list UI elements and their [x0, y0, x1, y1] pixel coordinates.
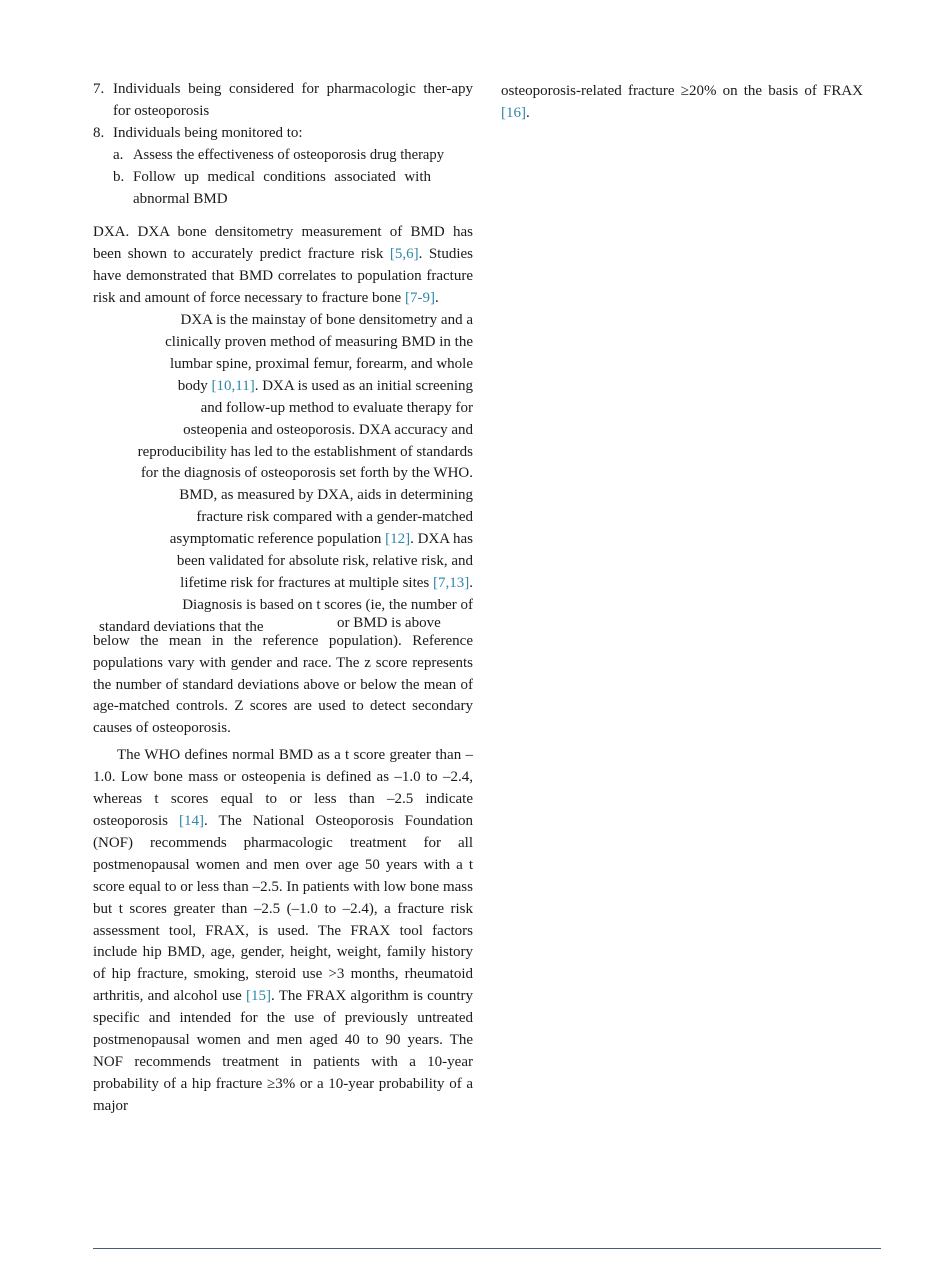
text-run: The WHO defines normal BMD as a t score greater than –1.0. Low bone mass or osteopenia is defined as –1.0 to –2.4, whereas t scores equal to or less than –2.5 indicate osteoporosis [93, 747, 473, 829]
text-line: for the diagnosis of osteoporosis set forth by the WHO. [140, 465, 473, 482]
text-line: BMD, as measured by DXA, aids in determining [179, 487, 473, 504]
text-line: lumbar spine, proximal femur, forearm, and whole [169, 355, 473, 372]
list-text: Assess the effectiveness of osteoporosis drug therapy [133, 146, 444, 163]
text-run: . The FRAX algorithm is country specific and intended for the use of previously untreated postmenopausal women and men aged 40 to 90 years. The NOF recommends treatment in patients with a 10-year probability of a hip fracture ≥3% or a 10-year probability of a major [93, 988, 473, 1114]
text-run: asymptomatic reference population [169, 531, 386, 548]
text-line: reproducibility has led to the establishment of standards [137, 443, 473, 460]
list-number: 7. [93, 81, 105, 97]
text-run: lifetime risk for fractures at multiple sites [180, 574, 433, 591]
dxa-paragraph [93, 222, 473, 310]
list-item-8 [93, 123, 473, 145]
tscore-paragraph: below the mean in the reference population). Reference populations vary with gender and race. The z score represents the number of standard deviations above or below the mean of age-matched controls. Z scores are used to detect secondary causes of osteoporosis. [93, 632, 473, 737]
citation-link[interactable]: [16] [501, 104, 526, 121]
right-column [501, 81, 863, 125]
text-run: . [526, 104, 530, 121]
list-text: Individuals being monitored to: [113, 124, 303, 141]
list-item-8a [113, 145, 473, 167]
citation-link[interactable]: [14] [178, 813, 204, 829]
citation-link[interactable]: [12] [385, 531, 411, 548]
text-run: . The National Osteoporosis Foundation (NOF) recommends pharmacologic treatment for all postmenopausal women and men over age 50 years with a t score equal to or less than –2.5. In patients with low bone mass but t scores greater than –2.5 (–1.0 to –2.4), a fracture risk assessment tool, FRAX, is used. The FRAX tool factors include hip BMD, age, gender, height, weight, family history of hip fracture, smoking, steroid use >3 months, rheumatoid arthritis, and alcohol use [93, 813, 474, 1005]
list-item-8b [113, 167, 473, 211]
text-mask [288, 617, 333, 631]
text-line: fracture risk compared with a gender-matched [196, 509, 473, 526]
text-line [93, 529, 473, 551]
citation-link[interactable]: [7-9] [404, 290, 435, 307]
text-run: . [434, 290, 439, 307]
frax-paragraph [501, 81, 863, 125]
citation-link[interactable]: [15] [246, 988, 272, 1005]
text-run: . [469, 574, 473, 591]
text-run: DXA. DXA bone densitometry measurement of BMD has been shown to accurately predict fracture risk [93, 224, 473, 263]
text-line: osteopenia and osteoporosis. DXA accuracy and [183, 421, 473, 438]
text-run: . DXA has [410, 531, 473, 548]
text-run: or BMD is above [337, 616, 441, 631]
text-line: Diagnosis is based on t scores (ie, the number of [182, 596, 473, 613]
text-run: standard deviations that the [99, 618, 264, 631]
text-line: clinically proven method of measuring BMD in the [165, 333, 473, 350]
text-line: and follow-up method to evaluate therapy for [200, 399, 473, 416]
citation-link[interactable]: [5,6] [389, 246, 419, 263]
list-letter: b. [113, 168, 125, 185]
list-item-7 [93, 79, 473, 123]
list-text: Follow up medical conditions associated with abnormal BMD [133, 168, 431, 207]
citation-link[interactable]: [7,13] [433, 574, 470, 591]
clipped-text-line [93, 617, 473, 631]
text-line: been validated for absolute risk, relative risk, and [176, 553, 473, 570]
text-line: DXA is the mainstay of bone densitometry and a [180, 312, 473, 329]
list-text: Individuals being considered for pharmacologic ther-apy for osteoporosis [113, 81, 473, 119]
text-line [93, 376, 473, 398]
list-letter: a. [113, 146, 124, 163]
list-number: 8. [93, 124, 105, 141]
mainstay-paragraph [93, 310, 473, 617]
left-column [93, 79, 473, 1118]
citation-link[interactable]: [10,11] [211, 377, 255, 394]
text-run: . DXA is used as an initial screening [254, 377, 473, 394]
text-run: . Studies have demonstrated that BMD correlates to population fracture risk and amount of force necessary to fracture bone [93, 246, 473, 307]
text-line [93, 573, 473, 595]
footer-rule [93, 1248, 881, 1249]
text-run: body [177, 377, 212, 394]
text-run: osteoporosis-related fracture ≥20% on the basis of FRAX [501, 83, 863, 99]
who-paragraph [93, 745, 473, 1117]
